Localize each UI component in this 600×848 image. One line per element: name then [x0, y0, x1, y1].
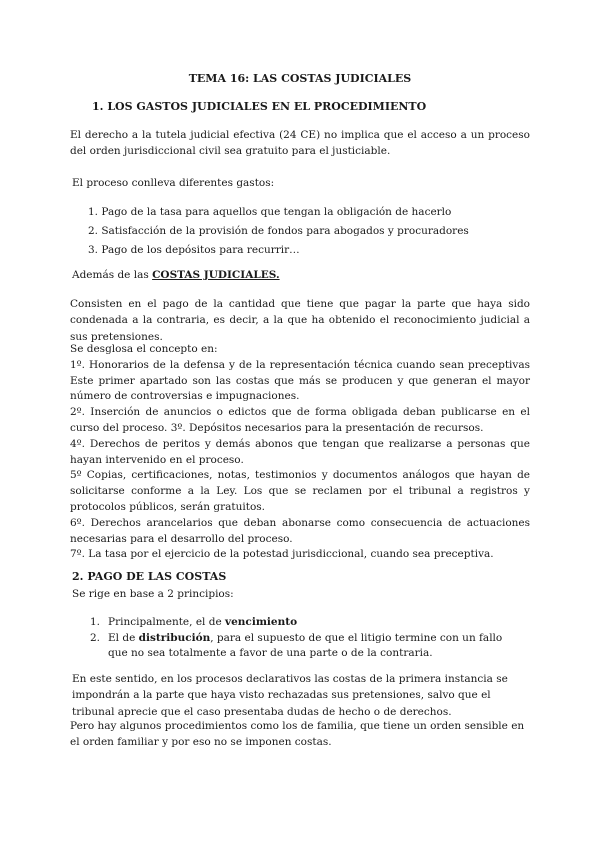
costs-definition: Consisten en el pago de la cantidad que tiene que pagar la parte que haya sido condenada a la contraria, es decir, a la que ha obtenido el reconocimiento judicial a sus pretensiones.	[70, 298, 530, 343]
costs-keyword: COSTAS JUDICIALES.	[152, 269, 280, 281]
expenses-lead: El proceso conlleva diferentes gastos:	[72, 177, 275, 189]
principle-text: Principalmente, el de	[108, 616, 226, 628]
section-2-paragraph-1: En este sentido, en los procesos declarativos las costas de la primera instancia se impondrán a la parte que haya visto rechazadas sus pretensiones, salvo que el tribunal aprecie que el caso presentaba dudas de hecho o de derechos.	[72, 673, 508, 718]
list-item: 2. Satisfacción de la provisión de fondos para abogados y procuradores	[88, 225, 469, 237]
costs-lead-text: Además de las	[72, 269, 153, 281]
section-1-intro: El derecho a la tutela judicial efectiva (24 CE) no implica que el acceso a un proceso del orden jurisdiccional civil sea gratuito para el justiciable.	[70, 129, 530, 158]
breakdown-item-4: 4º. Derechos de peritos y demás abonos que tengan que realizarse a personas que hayan intervenido en el proceso.	[70, 437, 530, 466]
list-number: 2.	[90, 631, 101, 644]
section-2-heading: 2. PAGO DE LAS COSTAS	[72, 570, 227, 583]
breakdown-item-6: 6º. Derechos arancelarios que deban abonarse como consecuencia de actuaciones necesarias para el desarrollo del proceso.	[70, 516, 530, 545]
principle-keyword: vencimiento	[225, 616, 298, 628]
list-item: 3. Pago de los depósitos para recurrir…	[88, 244, 300, 256]
principles-lead: Se rige en base a 2 principios:	[72, 588, 234, 600]
section-1-heading: 1. LOS GASTOS JUDICIALES EN EL PROCEDIMIENTO	[92, 100, 427, 113]
list-number: 1.	[90, 616, 101, 628]
breakdown-lead: Se desglosa el concepto en:	[70, 343, 218, 355]
breakdown-block	[70, 342, 530, 563]
costs-lead	[72, 267, 280, 283]
list-item	[90, 615, 510, 631]
principle-text-after: , para el supuesto de que el litigio termine con un fallo que no sea totalmente a favor de una parte o de la contraria.	[108, 631, 503, 659]
principle-keyword: distribución	[138, 631, 211, 644]
breakdown-item-2: 2º. Inserción de anuncios o edictos que de forma obligada deban publicarse en el curso del proceso. 3º. Depósitos necesarios para la presentación de recursos.	[70, 406, 530, 434]
breakdown-item-1: 1º. Honorarios de la defensa y de la representación técnica cuando sean preceptivas Este primer apartado son las costas que más se producen y que generan el mayor número de controversias e impugnaciones.	[70, 358, 530, 403]
list-item	[90, 631, 510, 662]
page-title: TEMA 16: LAS COSTAS JUDICIALES	[188, 72, 412, 85]
list-item: 1. Pago de la tasa para aquellos que tengan la obligación de hacerlo	[88, 206, 452, 218]
expenses-list	[88, 203, 469, 260]
breakdown-item-7: 7º. La tasa por el ejercicio de la potestad jurisdiccional, cuando sea preceptiva.	[70, 548, 494, 561]
breakdown-item-5: 5º Copias, certificaciones, notas, testimonios y documentos análogos que hayan de solicitarse conforme a la Ley. Los que se reclamen por el tribunal a registros y protocolos públicos, serán gratuitos.	[70, 469, 530, 513]
section-2-paragraph-2: Pero hay algunos procedimientos como los de familia, que tiene un orden sensible en el orden familiar y por eso no se imponen costas.	[70, 720, 525, 749]
principle-text: El de	[108, 631, 139, 644]
principles-list	[90, 615, 510, 662]
